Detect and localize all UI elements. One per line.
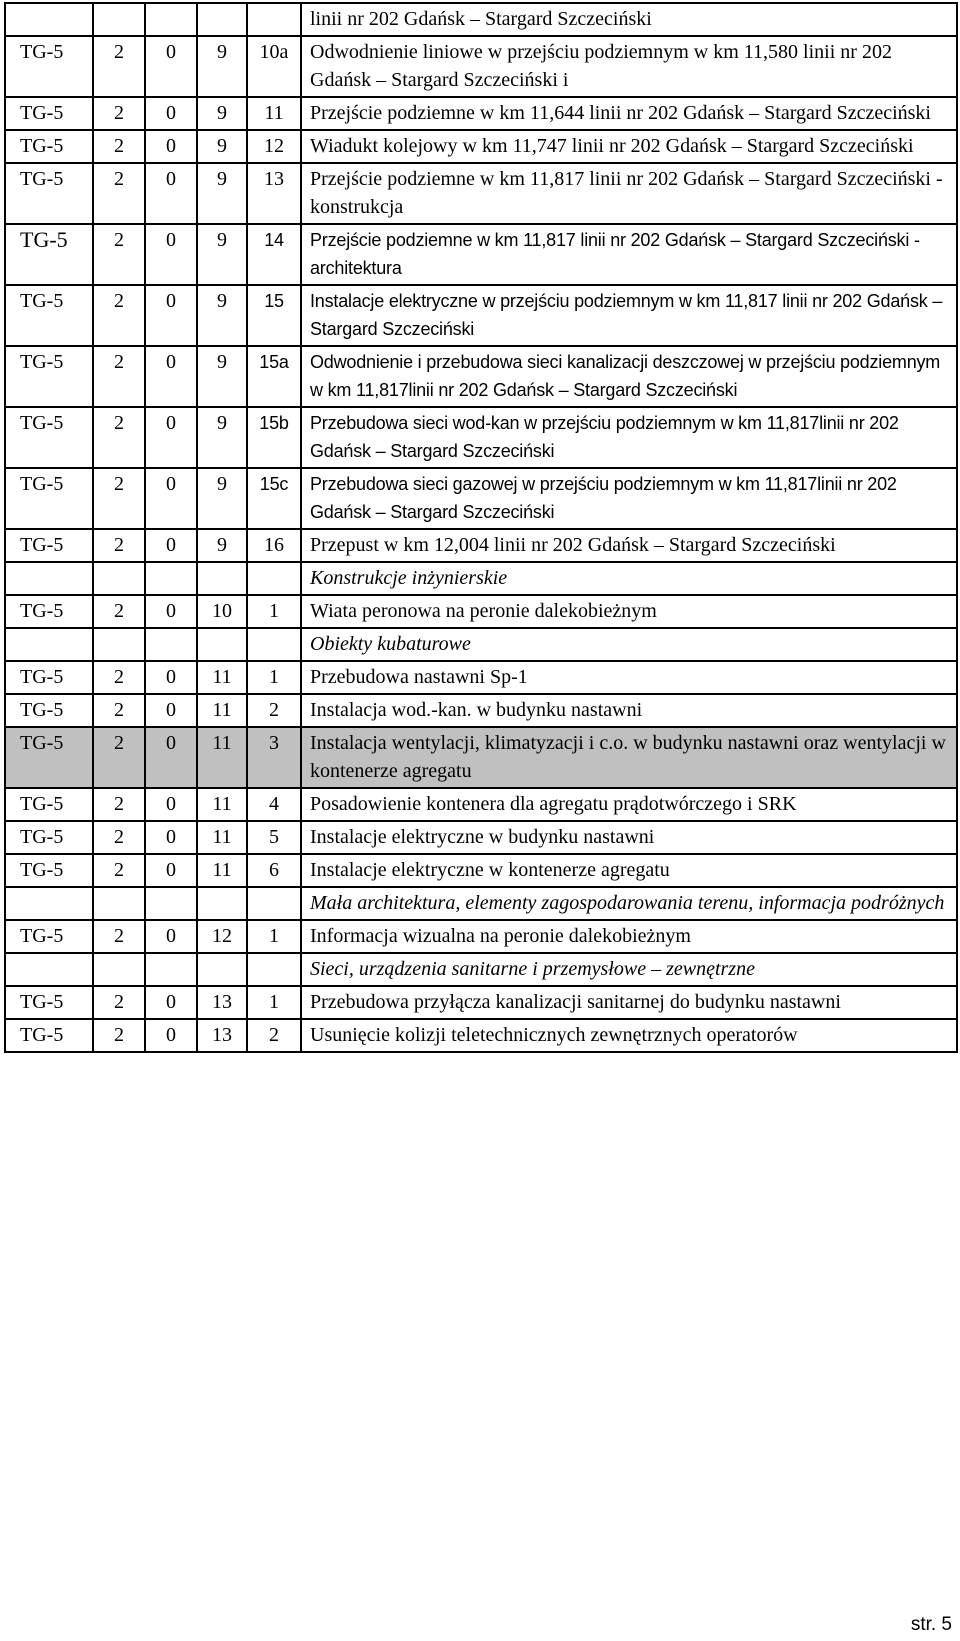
row-description-cell: Instalacja wod.-kan. w budynku nastawni <box>301 694 957 727</box>
row-number-cell <box>247 562 301 595</box>
row-number-cell: 0 <box>145 1019 197 1052</box>
row-number-cell: 0 <box>145 661 197 694</box>
row-number-cell <box>197 887 247 920</box>
row-code-cell: TG-5 <box>5 821 93 854</box>
row-description-cell: Posadowienie kontenera dla agregatu prądotwórczego i SRK <box>301 788 957 821</box>
row-number-cell: 0 <box>145 224 197 285</box>
row-number-cell: 10a <box>247 36 301 97</box>
row-number-cell: 13 <box>197 986 247 1019</box>
row-number-cell: 13 <box>247 163 301 224</box>
row-code-cell: TG-5 <box>5 36 93 97</box>
row-number-cell: 10 <box>197 595 247 628</box>
table-row <box>5 130 957 163</box>
row-description-cell: Przejście podziemne w km 11,817 linii nr 202 Gdańsk – Stargard Szczeciński - architektura <box>301 224 957 285</box>
row-code-cell: TG-5 <box>5 788 93 821</box>
row-number-cell: 13 <box>197 1019 247 1052</box>
row-number-cell <box>93 953 145 986</box>
section-heading-row <box>5 562 957 595</box>
row-number-cell: 1 <box>247 595 301 628</box>
row-number-cell: 2 <box>93 595 145 628</box>
row-number-cell: 16 <box>247 529 301 562</box>
table-row <box>5 821 957 854</box>
row-number-cell: 0 <box>145 920 197 953</box>
row-description-cell: Wiadukt kolejowy w km 11,747 linii nr 202 Gdańsk – Stargard Szczeciński <box>301 130 957 163</box>
row-number-cell: 5 <box>247 821 301 854</box>
row-number-cell: 15b <box>247 407 301 468</box>
row-number-cell <box>197 628 247 661</box>
row-number-cell: 0 <box>145 529 197 562</box>
row-description-cell: Przejście podziemne w km 11,644 linii nr 202 Gdańsk – Stargard Szczeciński <box>301 97 957 130</box>
row-code-cell <box>5 3 93 36</box>
table-row <box>5 595 957 628</box>
row-code-cell: TG-5 <box>5 130 93 163</box>
row-number-cell <box>145 3 197 36</box>
row-number-cell <box>247 3 301 36</box>
row-code-cell: TG-5 <box>5 595 93 628</box>
row-number-cell <box>197 3 247 36</box>
row-number-cell: 9 <box>197 130 247 163</box>
row-number-cell: 11 <box>197 788 247 821</box>
row-number-cell: 2 <box>93 854 145 887</box>
section-heading-row <box>5 887 957 920</box>
row-number-cell <box>93 562 145 595</box>
row-number-cell: 9 <box>197 163 247 224</box>
row-number-cell: 2 <box>93 920 145 953</box>
row-number-cell <box>247 628 301 661</box>
table-row <box>5 97 957 130</box>
document-table <box>4 2 958 1053</box>
row-number-cell: 2 <box>93 285 145 346</box>
row-description-cell: Konstrukcje inżynierskie <box>301 562 957 595</box>
row-number-cell: 9 <box>197 224 247 285</box>
row-number-cell <box>145 887 197 920</box>
row-number-cell <box>197 562 247 595</box>
row-number-cell <box>197 953 247 986</box>
table-row <box>5 407 957 468</box>
row-number-cell <box>145 562 197 595</box>
row-number-cell <box>145 953 197 986</box>
row-description-cell: Odwodnienie i przebudowa sieci kanalizacji deszczowej w przejściu podziemnym w km 11,817linii nr 202 Gdańsk – Stargard Szczeciński <box>301 346 957 407</box>
row-number-cell: 11 <box>247 97 301 130</box>
row-description-cell: Obiekty kubaturowe <box>301 628 957 661</box>
row-number-cell: 1 <box>247 986 301 1019</box>
row-description-cell: Informacja wizualna na peronie dalekobieżnym <box>301 920 957 953</box>
row-number-cell: 0 <box>145 407 197 468</box>
row-code-cell: TG-5 <box>5 163 93 224</box>
table-row <box>5 661 957 694</box>
row-code-cell: TG-5 <box>5 97 93 130</box>
row-number-cell: 2 <box>93 163 145 224</box>
table-row <box>5 285 957 346</box>
row-number-cell <box>145 628 197 661</box>
row-number-cell: 12 <box>197 920 247 953</box>
row-number-cell: 2 <box>93 661 145 694</box>
row-description-cell: Sieci, urządzenia sanitarne i przemysłowe – zewnętrzne <box>301 953 957 986</box>
row-code-cell: TG-5 <box>5 224 93 285</box>
row-number-cell: 2 <box>93 821 145 854</box>
table-row <box>5 529 957 562</box>
row-code-cell: TG-5 <box>5 854 93 887</box>
row-number-cell: 0 <box>145 163 197 224</box>
table-body <box>5 3 957 1052</box>
row-description-cell: Wiata peronowa na peronie dalekobieżnym <box>301 595 957 628</box>
row-code-cell: TG-5 <box>5 407 93 468</box>
section-heading-row <box>5 953 957 986</box>
row-number-cell: 2 <box>93 694 145 727</box>
table-row <box>5 694 957 727</box>
row-number-cell: 0 <box>145 346 197 407</box>
table-row <box>5 224 957 285</box>
row-number-cell: 15 <box>247 285 301 346</box>
row-number-cell <box>93 887 145 920</box>
row-description-cell: Przejście podziemne w km 11,817 linii nr 202 Gdańsk – Stargard Szczeciński - konstrukcja <box>301 163 957 224</box>
row-description-cell: Mała architektura, elementy zagospodarowania terenu, informacja podróżnych <box>301 887 957 920</box>
row-number-cell <box>247 953 301 986</box>
row-number-cell: 1 <box>247 661 301 694</box>
row-number-cell: 2 <box>247 1019 301 1052</box>
row-description-cell: Przebudowa nastawni Sp-1 <box>301 661 957 694</box>
section-heading-row <box>5 628 957 661</box>
row-number-cell: 2 <box>93 1019 145 1052</box>
row-description-cell: Przebudowa sieci gazowej w przejściu podziemnym w km 11,817linii nr 202 Gdańsk – Stargard Szczeciński <box>301 468 957 529</box>
row-number-cell: 9 <box>197 346 247 407</box>
row-number-cell: 0 <box>145 468 197 529</box>
row-number-cell: 2 <box>93 727 145 788</box>
row-code-cell: TG-5 <box>5 727 93 788</box>
row-code-cell <box>5 887 93 920</box>
row-number-cell: 4 <box>247 788 301 821</box>
row-code-cell: TG-5 <box>5 694 93 727</box>
row-number-cell: 11 <box>197 854 247 887</box>
row-description-cell: linii nr 202 Gdańsk – Stargard Szczeciński <box>301 3 957 36</box>
row-number-cell: 15a <box>247 346 301 407</box>
row-number-cell: 9 <box>197 468 247 529</box>
row-number-cell: 11 <box>197 821 247 854</box>
row-number-cell: 0 <box>145 285 197 346</box>
row-number-cell: 2 <box>93 407 145 468</box>
row-description-cell: Usunięcie kolizji teletechnicznych zewnętrznych operatorów <box>301 1019 957 1052</box>
row-number-cell: 2 <box>93 224 145 285</box>
row-number-cell: 6 <box>247 854 301 887</box>
row-number-cell: 0 <box>145 727 197 788</box>
row-number-cell: 12 <box>247 130 301 163</box>
row-code-cell: TG-5 <box>5 346 93 407</box>
row-number-cell: 0 <box>145 97 197 130</box>
row-number-cell: 2 <box>93 529 145 562</box>
row-code-cell: TG-5 <box>5 529 93 562</box>
table-row <box>5 3 957 36</box>
row-description-cell: Przepust w km 12,004 linii nr 202 Gdańsk – Stargard Szczeciński <box>301 529 957 562</box>
row-number-cell: 9 <box>197 529 247 562</box>
table-row <box>5 986 957 1019</box>
row-number-cell: 11 <box>197 727 247 788</box>
row-number-cell: 14 <box>247 224 301 285</box>
table-row <box>5 468 957 529</box>
row-number-cell: 0 <box>145 986 197 1019</box>
table-row <box>5 1019 957 1052</box>
row-code-cell <box>5 628 93 661</box>
row-number-cell: 2 <box>247 694 301 727</box>
row-number-cell: 9 <box>197 97 247 130</box>
row-number-cell: 2 <box>93 97 145 130</box>
row-number-cell: 2 <box>93 468 145 529</box>
row-number-cell: 3 <box>247 727 301 788</box>
row-number-cell: 0 <box>145 788 197 821</box>
row-description-cell: Instalacje elektryczne w budynku nastawni <box>301 821 957 854</box>
row-number-cell: 0 <box>145 36 197 97</box>
row-number-cell: 2 <box>93 36 145 97</box>
table-row <box>5 727 957 788</box>
row-number-cell: 11 <box>197 661 247 694</box>
row-number-cell <box>247 887 301 920</box>
row-number-cell: 9 <box>197 407 247 468</box>
row-number-cell: 0 <box>145 130 197 163</box>
row-description-cell: Przebudowa przyłącza kanalizacji sanitarnej do budynku nastawni <box>301 986 957 1019</box>
row-number-cell: 2 <box>93 130 145 163</box>
row-number-cell: 2 <box>93 346 145 407</box>
row-number-cell: 0 <box>145 595 197 628</box>
row-description-cell: Instalacje elektryczne w kontenerze agregatu <box>301 854 957 887</box>
page-number: str. 5 <box>910 1614 952 1635</box>
row-number-cell: 2 <box>93 788 145 821</box>
row-number-cell: 2 <box>93 986 145 1019</box>
row-number-cell: 1 <box>247 920 301 953</box>
row-code-cell: TG-5 <box>5 661 93 694</box>
row-code-cell: TG-5 <box>5 986 93 1019</box>
table-row <box>5 920 957 953</box>
table-row <box>5 346 957 407</box>
row-code-cell: TG-5 <box>5 1019 93 1052</box>
row-number-cell: 15c <box>247 468 301 529</box>
row-number-cell: 0 <box>145 694 197 727</box>
table-row <box>5 36 957 97</box>
row-number-cell <box>93 628 145 661</box>
row-code-cell: TG-5 <box>5 920 93 953</box>
row-description-cell: Odwodnienie liniowe w przejściu podziemnym w km 11,580 linii nr 202 Gdańsk – Stargard Szczeciński i <box>301 36 957 97</box>
table-row <box>5 854 957 887</box>
table-row <box>5 788 957 821</box>
table-row <box>5 163 957 224</box>
row-description-cell: Instalacja wentylacji, klimatyzacji i c.o. w budynku nastawni oraz wentylacji w kontenerze agregatu <box>301 727 957 788</box>
row-description-cell: Instalacje elektryczne w przejściu podziemnym w km 11,817 linii nr 202 Gdańsk – Stargard Szczeciński <box>301 285 957 346</box>
row-code-cell: TG-5 <box>5 285 93 346</box>
row-number-cell: 9 <box>197 36 247 97</box>
row-number-cell: 0 <box>145 854 197 887</box>
row-number-cell: 11 <box>197 694 247 727</box>
row-code-cell: TG-5 <box>5 468 93 529</box>
row-code-cell <box>5 562 93 595</box>
row-number-cell <box>93 3 145 36</box>
row-code-cell <box>5 953 93 986</box>
row-number-cell: 9 <box>197 285 247 346</box>
row-description-cell: Przebudowa sieci wod-kan w przejściu podziemnym w km 11,817linii nr 202 Gdańsk – Stargard Szczeciński <box>301 407 957 468</box>
row-number-cell: 0 <box>145 821 197 854</box>
